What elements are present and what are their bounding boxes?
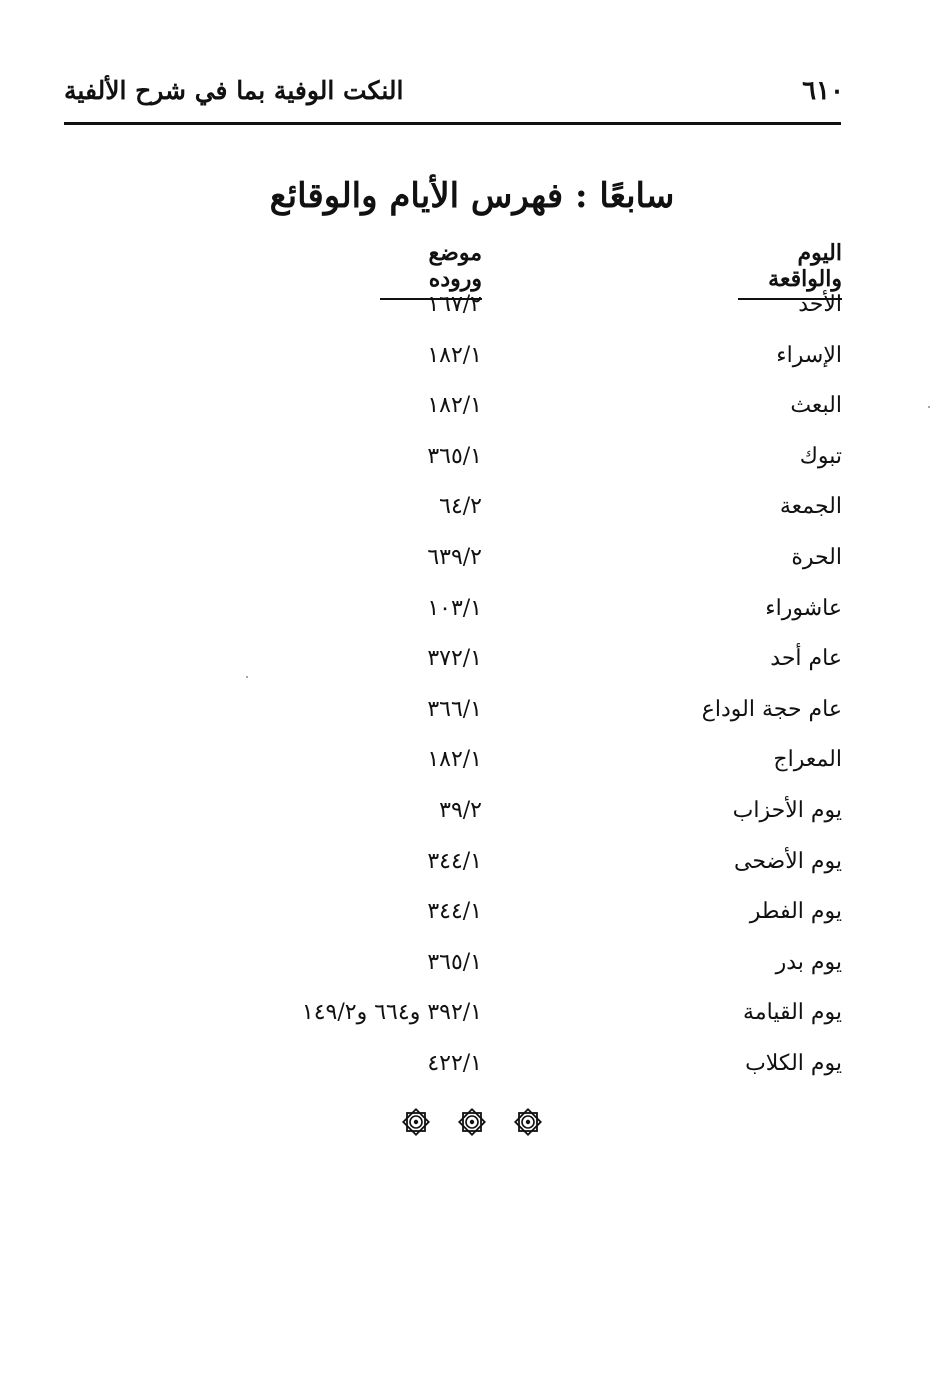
octagram-rosette-icon [400, 1106, 432, 1138]
index-row [0, 592, 944, 643]
index-row [0, 1047, 944, 1098]
event-name: عام حجة الوداع [701, 696, 842, 722]
event-name: الأحد [798, 292, 842, 317]
index-row [0, 895, 944, 946]
event-reference: ٣٦٥/١ [427, 443, 482, 469]
event-name: يوم بدر [775, 949, 842, 975]
index-row [0, 288, 944, 339]
event-reference: ٦٣٩/٢ [427, 544, 482, 570]
event-name: يوم الفطر [749, 899, 842, 925]
event-reference: ١٠٣/١ [427, 595, 482, 621]
event-name: الحرة [791, 544, 842, 570]
index-row [0, 996, 944, 1047]
event-name: الإسراء [776, 342, 842, 368]
scan-speck [246, 676, 248, 678]
event-reference: ٣٦٦/١ [427, 696, 482, 722]
event-reference: ١٦٧/٢ [427, 292, 482, 317]
event-reference: ٣٦٥/١ [427, 949, 482, 975]
event-name: البعث [790, 393, 842, 419]
index-row [0, 339, 944, 390]
column-header-location: موضع وروده [380, 240, 482, 300]
index-row [0, 389, 944, 440]
end-ornaments [0, 1106, 944, 1142]
event-name: يوم الأحزاب [732, 797, 842, 823]
event-reference: ٤٢٢/١ [427, 1050, 482, 1076]
section-title: سابعًا : فهرس الأيام والوقائع [269, 176, 675, 216]
event-reference: ٦٤/٢ [439, 494, 482, 520]
event-reference: ٣٧٢/١ [427, 646, 482, 672]
header-rule [64, 122, 841, 125]
event-reference: ٣٤٤/١ [427, 848, 482, 874]
index-row [0, 693, 944, 744]
page-header [0, 0, 944, 130]
running-title: النكت الوفية بما في شرح الألفية [64, 76, 404, 105]
event-name: يوم القيامة [743, 1000, 842, 1026]
index-row [0, 440, 944, 491]
event-name: المعراج [773, 747, 842, 773]
event-name: يوم الأضحى [734, 848, 842, 874]
index-row [0, 794, 944, 845]
octagram-rosette-icon [456, 1106, 488, 1138]
event-reference: ٣٤٤/١ [427, 899, 482, 925]
event-reference: ١٨٢/١ [427, 393, 482, 419]
event-name: تبوك [799, 443, 842, 469]
index-row [0, 541, 944, 592]
index-row [0, 743, 944, 794]
index-row [0, 490, 944, 541]
index-row [0, 845, 944, 896]
event-reference: ٣٩٢/١ و٦٦٤ و١٤٩/٢ [301, 1000, 482, 1026]
event-reference: ١٨٢/١ [427, 342, 482, 368]
event-name: يوم الكلاب [745, 1050, 842, 1076]
event-reference: ٣٩/٢ [439, 797, 482, 823]
scan-speck [928, 406, 930, 408]
event-reference: ١٨٢/١ [427, 747, 482, 773]
octagram-rosette-icon [512, 1106, 544, 1138]
index-row [0, 946, 944, 997]
index-row [0, 642, 944, 693]
event-name: عاشوراء [765, 595, 842, 621]
event-name: الجمعة [779, 494, 842, 520]
event-name: عام أحد [770, 646, 842, 672]
page-number: ٦١٠ [802, 76, 844, 106]
index-table [0, 288, 944, 1098]
column-header-event: اليوم والواقعة [738, 240, 842, 300]
